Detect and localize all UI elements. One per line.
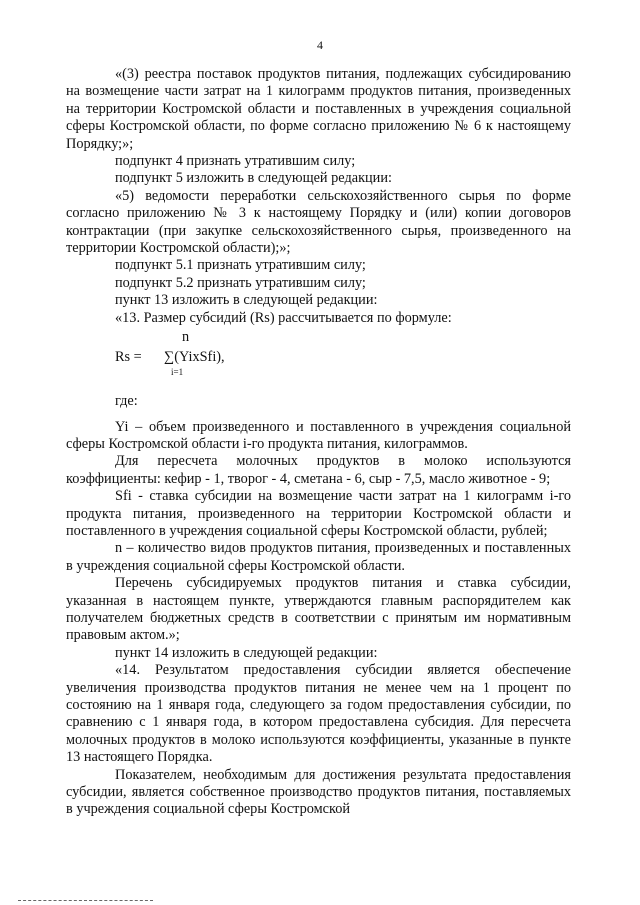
paragraph-subpoint-4: подпункт 4 признать утратившим силу; <box>115 153 356 170</box>
where-label: где: <box>115 393 138 410</box>
paragraph-clause-5: «5) ведомости переработки сельскохозяйственного сырья по форме согласно приложению № 3 к настоящему Порядку и (или) копии договоров контрактации (при закупке сельскохозяйственного сырья, произведенного на территории Костромской области);»; <box>66 187 571 257</box>
formula-lhs: Rs = <box>115 349 142 366</box>
paragraph-point-14: пункт 14 изложить в следующей редакции: <box>115 644 378 661</box>
document-body <box>66 66 571 819</box>
formula-sum: ∑(YixSfi), <box>164 349 225 366</box>
page-number: 4 <box>317 38 323 52</box>
paragraph-clause-13: «13. Размер субсидий (Rs) рассчитывается по формуле: <box>115 309 452 326</box>
paragraph-subpoint-5: подпункт 5 изложить в следующей редакции: <box>115 170 392 187</box>
formula-lower-limit: i=1 <box>171 367 184 378</box>
formula-upper-limit: n <box>182 329 190 346</box>
formula <box>66 327 571 385</box>
paragraph-product-list: Перечень субсидируемых продуктов питания и ставка субсидии, указанная в настоящем пункте, утверждаются главным распорядителем как получателем бюджетных средств в соответствии с принятым им нормативным правовым актом.»; <box>66 575 571 644</box>
definition-yi: Yi – объем произведенного и поставленного в учреждения социальной сферы Костромской области i-го продукта питания, килограммов. <box>66 418 571 452</box>
definition-n: n – количество видов продуктов питания, произведенных и поставленных в учреждения социальной сферы Костромской области. <box>66 540 571 574</box>
paragraph-clause-14: «14. Результатом предоставления субсидии является обеспечение увеличения производства продуктов питания не менее чем на 1 процент по состоянию на 1 января года, следующего за годом предоставления субсидии, по сравнению с 1 января года, в котором предоставлена субсидия. Для пересчета молочных продуктов в молоко используются коэффициенты, указанные в пункте 13 настоящего Порядка. <box>66 662 571 766</box>
paragraph-indicator: Показателем, необходимым для достижения результата предоставления субсидии, является собственное производство продуктов питания, поставляемых в учреждения социальной сферы Костромской <box>66 766 571 818</box>
definition-sfi: Sfi - ставка субсидии на возмещение части затрат на 1 килограмм i-го продукта питания, произведенного на территории Костромской области и поставленного в учреждения социальной сферы Костромской области, рублей; <box>66 488 571 539</box>
paragraph-subpoint-5-2: подпункт 5.2 признать утратившим силу; <box>115 274 366 291</box>
paragraph-clause-3: «(3) реестра поставок продуктов питания, подлежащих субсидированию на возмещение части затрат на 1 килограмм продуктов питания, произведенных на территории Костромской области и поставленных в учреждения социальной сферы Костромской области, по форме согласно приложению № 6 к настоящему Порядку;»; <box>66 66 571 152</box>
paragraph-subpoint-5-1: подпункт 5.1 признать утратившим силу; <box>115 257 366 274</box>
definition-coefficients: Для пересчета молочных продуктов в молоко используются коэффициенты: кефир - 1, творог - 4, сметана - 6, сыр - 7,5, масло животное - 9; <box>66 453 571 487</box>
footer-divider <box>18 900 153 901</box>
paragraph-point-13: пункт 13 изложить в следующей редакции: <box>115 292 378 309</box>
